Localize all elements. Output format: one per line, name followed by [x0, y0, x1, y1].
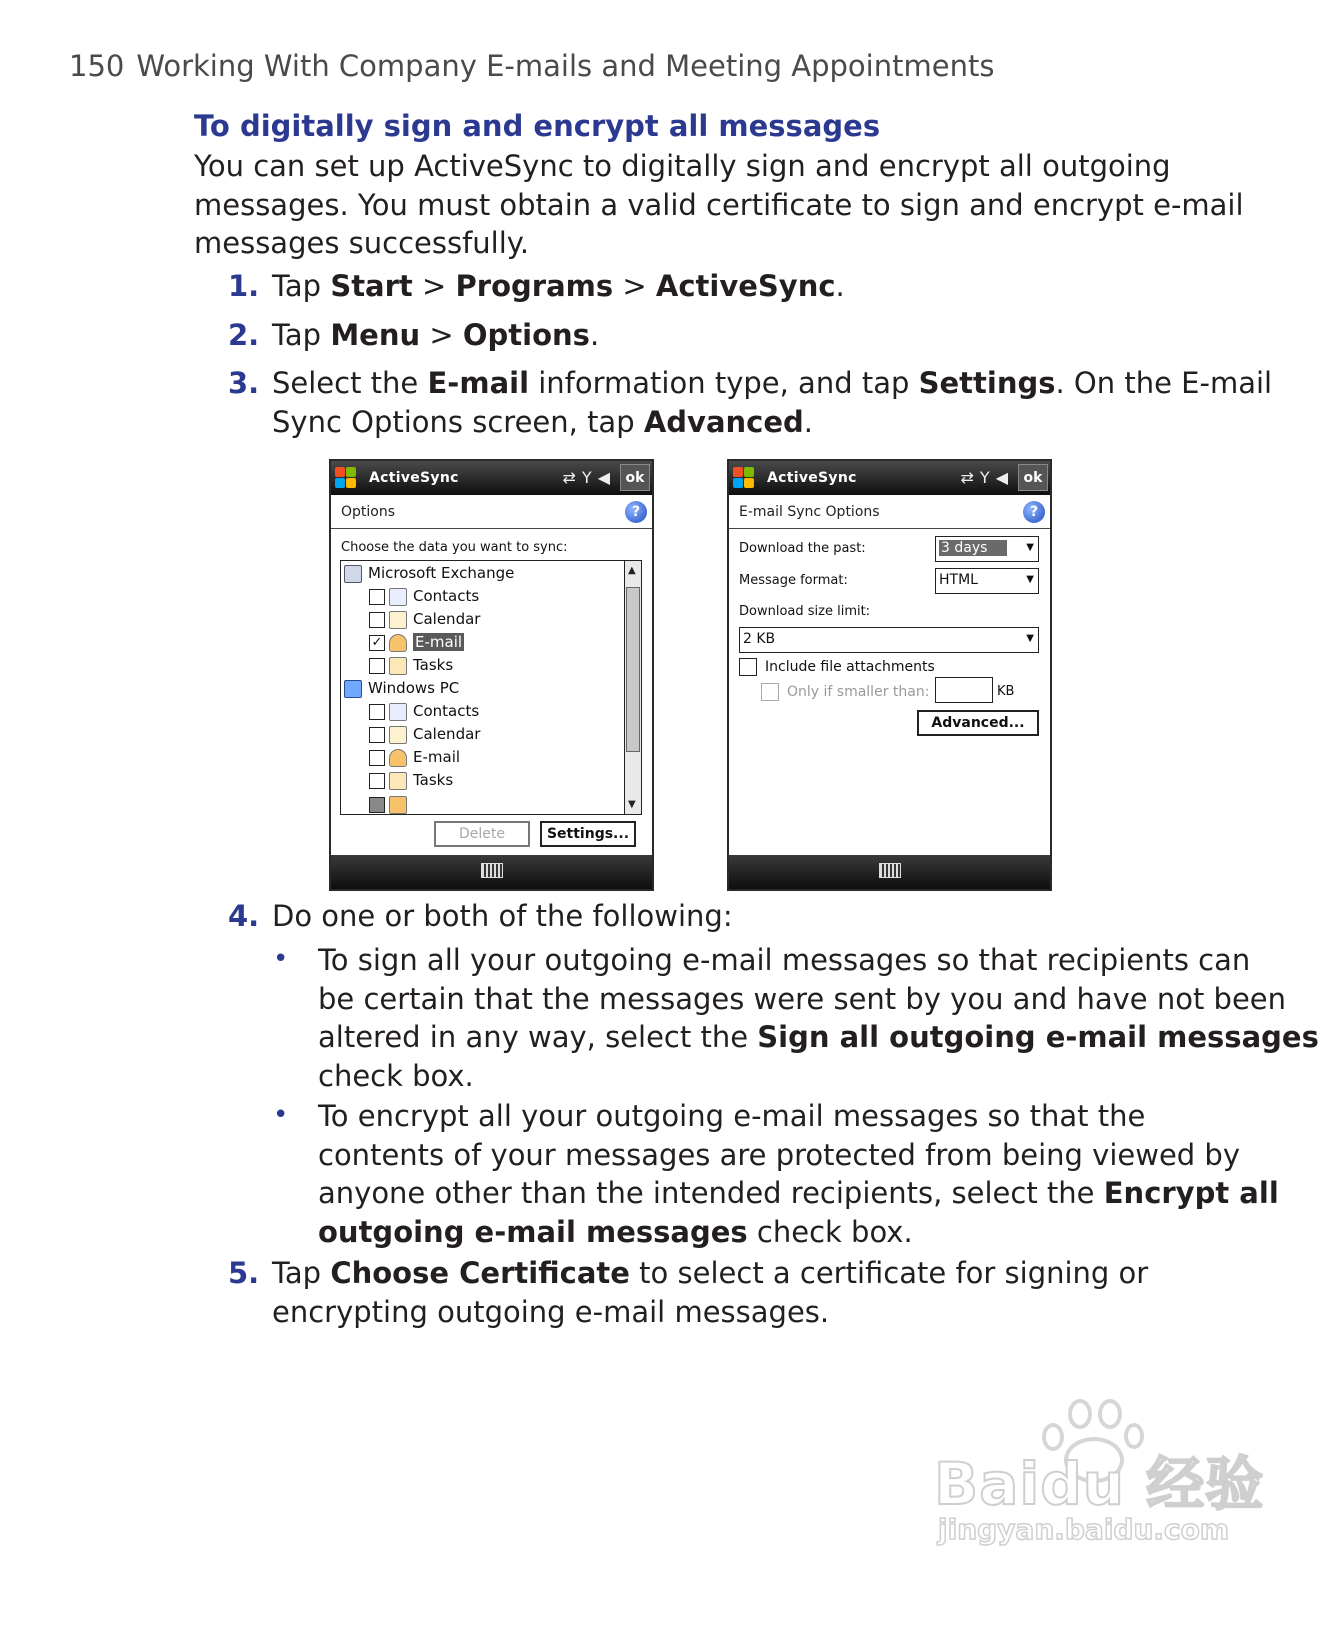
- soft-key-bar: [729, 855, 1050, 889]
- advanced-button[interactable]: Advanced...: [917, 710, 1039, 736]
- app-title: ActiveSync: [767, 470, 857, 486]
- kb-unit: KB: [997, 684, 1015, 699]
- include-attachments-checkbox[interactable]: [739, 658, 757, 676]
- scroll-down-icon[interactable]: ▼: [628, 799, 636, 810]
- download-past-select[interactable]: 3 days ▼: [935, 536, 1039, 562]
- size-limit-label: Download size limit:: [739, 604, 871, 619]
- calendar-icon: [389, 611, 407, 629]
- intro-line: messages. You must obtain a valid certificate to sign and encrypt e-mail: [194, 187, 1244, 222]
- message-format-select[interactable]: HTML ▼: [935, 568, 1039, 594]
- computer-icon: [344, 680, 362, 698]
- scroll-up-icon[interactable]: ▲: [628, 565, 636, 576]
- baidu-watermark: [934, 1395, 1264, 1545]
- step-number: 4.: [228, 899, 260, 933]
- sync-data-list[interactable]: Microsoft Exchange Contacts Calendar ✓ E-mail Tasks Windows PC Contacts Calendar E-mail Tasks ▲ ▼: [340, 560, 642, 815]
- email-sync-options-screenshot: [727, 459, 1052, 891]
- options-screenshot: [329, 459, 654, 891]
- checkbox[interactable]: [369, 589, 385, 605]
- screen-header: [331, 495, 652, 529]
- bullet-sign: To sign all your outgoing e-mail messages so that recipients can be certain that the messages were sent by you and have not been altered in any way, select the Sign all outgoing e-mail messages check box.: [318, 943, 1319, 1093]
- chevron-down-icon: ▼: [1026, 542, 1034, 553]
- page-header: [69, 49, 994, 83]
- step-number: 5.: [228, 1256, 260, 1290]
- smaller-than-label: Only if smaller than:: [787, 684, 930, 700]
- contacts-icon: [389, 588, 407, 606]
- step-text: Tap Choose Certificate to select a certificate for signing or: [272, 1256, 1149, 1290]
- windows-start-icon[interactable]: [733, 467, 755, 489]
- tasks-icon: [389, 657, 407, 675]
- chevron-down-icon: ▼: [1026, 633, 1034, 644]
- watermark-brand: Baidu 经验: [934, 1450, 1265, 1518]
- tasks-icon: [389, 772, 407, 790]
- bullet-icon: •: [273, 944, 289, 974]
- signal-icon: Y: [979, 468, 996, 487]
- include-attachments-label: Include file attachments: [765, 659, 935, 675]
- keyboard-icon[interactable]: [879, 863, 901, 878]
- smaller-than-checkbox[interactable]: [761, 683, 779, 701]
- checkbox[interactable]: [369, 750, 385, 766]
- settings-button[interactable]: Settings...: [540, 821, 636, 847]
- ok-button[interactable]: ok: [1018, 464, 1048, 491]
- soft-key-bar: [331, 855, 652, 889]
- step-text: Tap Menu > Options.: [272, 318, 600, 352]
- step-number: 3.: [228, 366, 260, 400]
- ok-button[interactable]: ok: [620, 464, 650, 491]
- chevron-down-icon: ▼: [1026, 574, 1034, 585]
- keyboard-icon[interactable]: [481, 863, 503, 878]
- signal-icon: Y: [581, 468, 598, 487]
- scroll-thumb[interactable]: [626, 587, 640, 752]
- step-text: encrypting outgoing e-mail messages.: [272, 1295, 830, 1329]
- step-text: Tap Start > Programs > ActiveSync.: [272, 269, 845, 303]
- exchange-server-icon: [344, 565, 362, 583]
- notes-icon: [389, 796, 407, 814]
- size-textbox[interactable]: [935, 677, 993, 703]
- list-scrollbar[interactable]: [624, 561, 641, 814]
- checkbox[interactable]: [369, 773, 385, 789]
- checkbox: [369, 797, 385, 813]
- section-title: To digitally sign and encrypt all messages: [194, 109, 881, 143]
- email-icon: [389, 634, 407, 652]
- connectivity-icon: ⇄: [960, 468, 980, 487]
- title-bar: [729, 461, 1050, 495]
- intro-line: messages successfully.: [194, 226, 530, 260]
- volume-icon: ◀: [597, 468, 616, 487]
- message-format-label: Message format:: [739, 573, 848, 588]
- contacts-icon: [389, 703, 407, 721]
- watermark-url: jingyan.baidu.com: [938, 1513, 1230, 1546]
- download-past-label: Download the past:: [739, 541, 866, 556]
- screen-title: E-mail Sync Options: [739, 504, 880, 520]
- chapter-title: Working With Company E-mails and Meeting Appointments: [136, 49, 995, 83]
- delete-button[interactable]: Delete: [434, 821, 530, 847]
- volume-icon: ◀: [995, 468, 1014, 487]
- title-bar: [331, 461, 652, 495]
- help-icon[interactable]: ?: [625, 501, 647, 523]
- intro-line: You can set up ActiveSync to digitally sign and encrypt all outgoing: [194, 149, 1171, 183]
- screen-header: [729, 495, 1050, 529]
- step-text: Sync Options screen, tap Advanced.: [272, 405, 814, 439]
- step-text: Select the E-mail information type, and tap Settings. On the E-mail: [272, 366, 1273, 400]
- intro-paragraph: [194, 147, 1244, 263]
- checkbox[interactable]: [369, 612, 385, 628]
- help-icon[interactable]: ?: [1023, 501, 1045, 523]
- bullet-encrypt: To encrypt all your outgoing e-mail messages so that the contents of your messages are protected from being viewed by anyone other than the intended recipients, select the Encrypt all outgoing e-mail messages check box.: [318, 1099, 1279, 1249]
- screen-title: Options: [341, 504, 396, 520]
- app-title: ActiveSync: [369, 470, 459, 486]
- connectivity-icon: ⇄: [562, 468, 582, 487]
- email-icon: [389, 749, 407, 767]
- checkbox[interactable]: [369, 727, 385, 743]
- size-limit-select[interactable]: 2 KB ▼: [739, 627, 1039, 653]
- step-text: Do one or both of the following:: [272, 899, 733, 933]
- checkbox[interactable]: [369, 704, 385, 720]
- status-icons: [563, 468, 617, 487]
- page-number: 150: [69, 49, 125, 83]
- windows-start-icon[interactable]: [335, 467, 357, 489]
- sync-prompt: Choose the data you want to sync:: [341, 540, 568, 555]
- calendar-icon: [389, 726, 407, 744]
- checkbox[interactable]: ✓: [369, 635, 385, 651]
- bullet-icon: •: [273, 1100, 289, 1130]
- status-icons: [961, 468, 1015, 487]
- step-number: 1.: [228, 269, 260, 303]
- step-number: 2.: [228, 318, 260, 352]
- checkbox[interactable]: [369, 658, 385, 674]
